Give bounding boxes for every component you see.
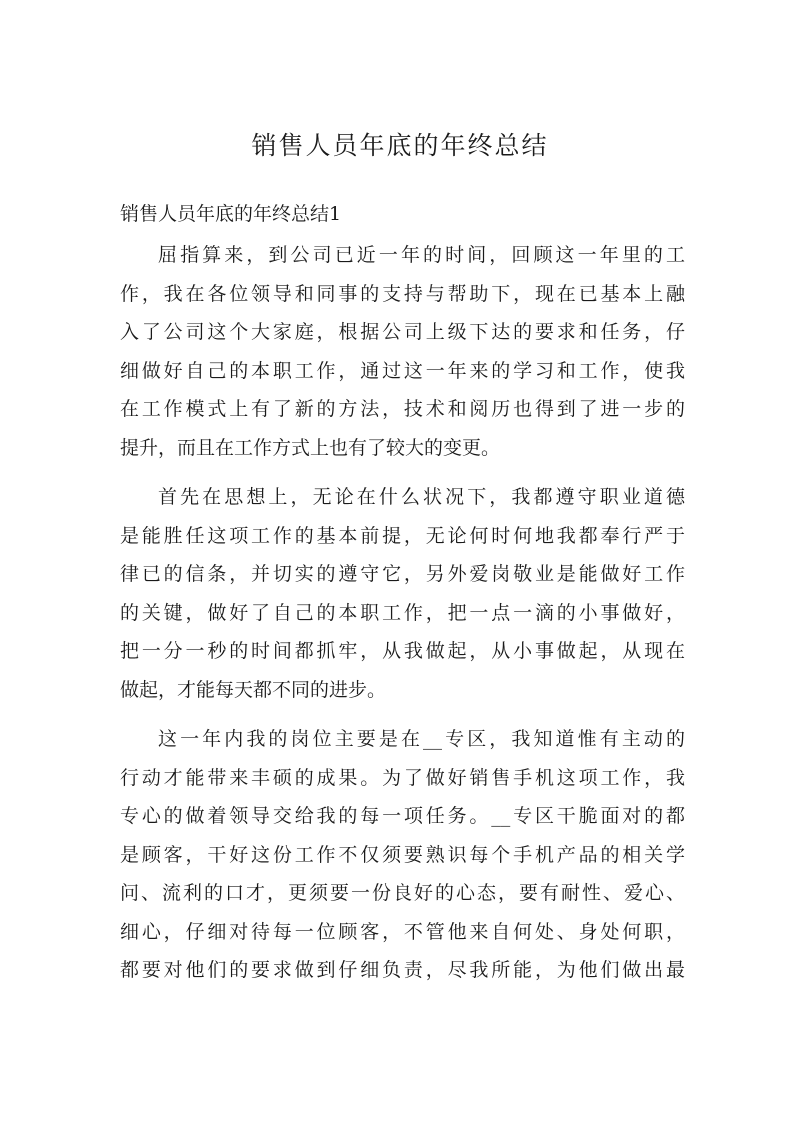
text-line: 问、流利的口才，更须要一份良好的心态，要有耐性、爱心、: [120, 882, 685, 904]
document-title: 销售人员年底的年终总结: [251, 131, 549, 160]
text-line: 把一分一秒的时间都抓牢，从我做起，从小事做起，从现在: [120, 640, 685, 662]
paragraph-1: [120, 236, 685, 467]
text-line: 行动才能带来丰硕的成果。为了做好销售手机这项工作，我: [120, 766, 685, 789]
text-line: 入了公司这个大家庭，根据公司上级下达的要求和任务，仔: [120, 321, 685, 343]
document-body: [120, 236, 685, 1001]
text-line: 做起，才能每天都不同的进步。: [120, 678, 387, 701]
text-line: 律已的信条，并切实的遵守它，另外爱岗敬业是能做好工作: [120, 563, 685, 585]
text-line: 屈指算来，到公司已近一年的时间，回顾这一年里的工: [158, 244, 685, 266]
text-line: 都要对他们的要求做到仔细负责，尽我所能，为他们做出最: [120, 959, 685, 981]
text-line: 首先在思想上，无论在什么状况下，我都遵守职业道德: [158, 486, 685, 508]
text-line: 是顾客，干好这份工作不仅须要熟识每个手机产品的相关学: [120, 843, 685, 866]
text-line: 专心的做着领导交给我的每一项任务。__专区干脆面对的都: [120, 805, 685, 827]
paragraph-2: [120, 478, 685, 709]
text-line: 的关键，做好了自己的本职工作，把一点一滴的小事做好，: [120, 601, 685, 624]
text-line: 这一年内我的岗位主要是在__专区，我知道惟有主动的: [158, 728, 685, 750]
paragraph-3: [120, 720, 685, 990]
text-line: 提升，而且在工作方式上也有了较大的变更。: [120, 436, 501, 459]
text-line: 在工作模式上有了新的方法，技术和阅历也得到了进一步的: [120, 398, 685, 420]
text-line: 是能胜任这项工作的基本前提，无论何时何地我都奉行严于: [120, 524, 685, 547]
section-heading: 销售人员年底的年终总结1: [120, 203, 342, 225]
text-line: 细心，仔细对待每一位顾客，不管他来自何处、身处何职，: [120, 920, 685, 943]
text-line: 细做好自己的本职工作，通过这一年来的学习和工作，使我: [120, 359, 685, 382]
text-line: 作，我在各位领导和同事的支持与帮助下，现在已基本上融: [120, 282, 685, 305]
